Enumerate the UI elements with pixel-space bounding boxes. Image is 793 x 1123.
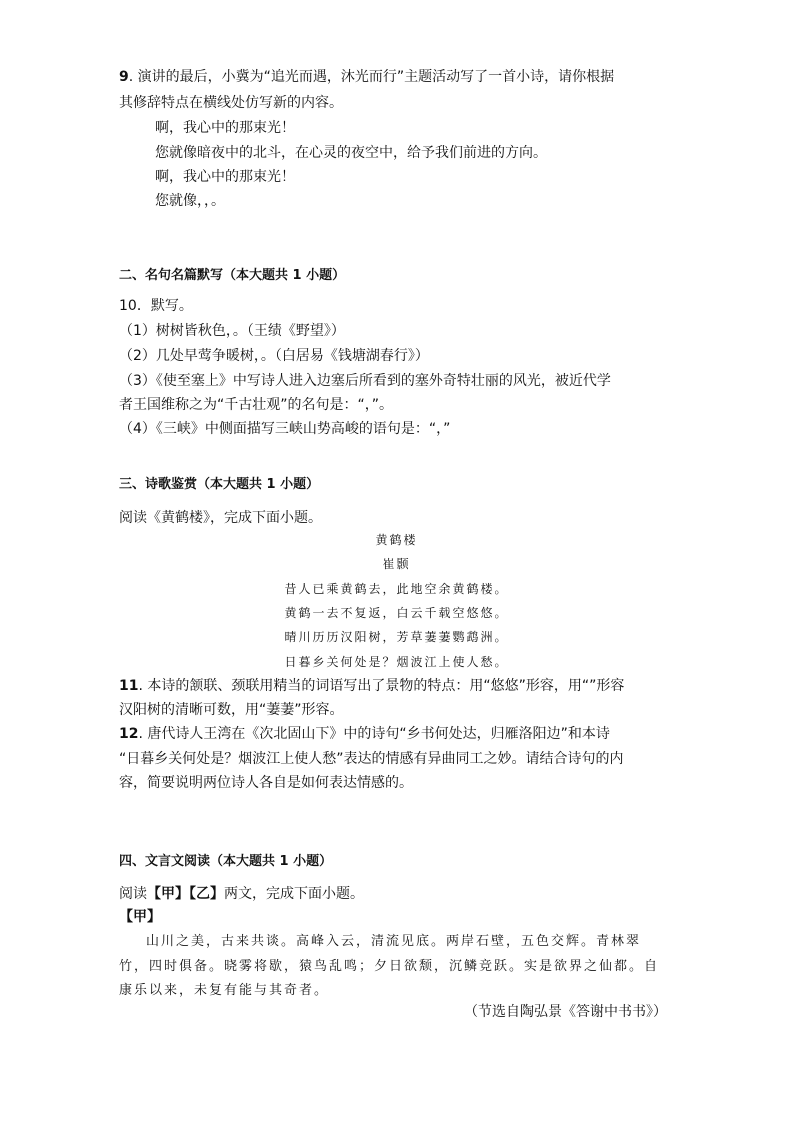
poem-line-3: 晴川历历汉阳树，芳草萋萋鹦鹉洲。 [284,630,509,644]
q9-poem-line-1: 啊，我心中的那束光！ [155,120,295,136]
poem-author: 崔颢 [382,557,411,571]
poem-line-2: 黄鹤一去不复返，白云千载空悠悠。 [284,606,509,620]
q10-item-3-line-1: （3）《使至塞上》中写诗人进入边塞后所看到的塞外奇特壮丽的风光，被近代学 [119,373,611,389]
q9-line-1: 9. 演讲的最后，小冀为“追光而遇，沐光而行”主题活动写了一首小诗，请你根据 [119,69,615,85]
q11-number: 11 [119,678,139,694]
classic-text-line-2: 竹，四时俱备。晓雾将歇，猿鸟乱鸣；夕日欲颓，沉鳞竞跃。实是欲界之仙都。自 [119,959,660,974]
text-source: （节选自陶弘景《答谢中书书》） [464,1004,667,1020]
poem-line-4: 日暮乡关何处是？烟波江上使人愁。 [284,655,509,669]
poem-title: 黄鹤楼 [375,533,418,547]
q10-item-2: （2）几处早莺争暖树，。（白居易《钱塘湖春行》） [119,348,429,364]
q11-line-1: 11. 本诗的颔联、颈联用精当的词语写出了景物的特点：用“悠悠”形容，用“”形容 [119,678,625,694]
section-2-heading: 二、名句名篇默写（本大题共 1 小题） [119,268,346,283]
section-4-heading: 四、文言文阅读（本大题共 1 小题） [119,854,333,869]
section-3-heading: 三、诗歌鉴赏（本大题共 1 小题） [119,477,320,492]
classic-text-line-3: 康乐以来，未复有能与其奇者。 [119,983,330,998]
q9-line-2: 其修辞特点在横线处仿写新的内容。 [119,95,343,111]
q12-line-2: “日暮乡关何处是？烟波江上使人愁”表达的情感有异曲同工之妙。请结合诗句的内 [119,751,624,767]
q10-item-4: （4）《三峡》中侧面描写三峡山势高峻的语句是：“，” [119,421,451,437]
section-4-intro: 阅读【甲】【乙】两文，完成下面小题。 [119,886,364,902]
text-jia-label: 【甲】 [119,909,161,925]
q10-item-3-line-2: 者王国维称之为“千古壮观”的名句是：“，”。 [119,397,394,413]
poem-line-1: 昔人已乘黄鹤去，此地空余黄鹤楼。 [284,582,509,596]
q11-line-2: 汉阳树的清晰可数，用“萋萋”形容。 [119,702,344,718]
q10-item-1: （1）树树皆秋色，。（王绩《野望》） [119,323,345,339]
classic-text-line-1: 山川之美，古来共谈。高峰入云，清流见底。两岸石壁，五色交辉。青林翠 [146,934,642,949]
q9-poem-line-4: 您就像，，。 [155,193,225,209]
q12-number: 12 [119,726,139,742]
q12-line-1: 12. 唐代诗人王湾在《次北固山下》中的诗句“乡书何处达，归雁洛阳边”和本诗 [119,726,610,742]
q9-poem-line-3: 啊，我心中的那束光！ [155,169,295,185]
q12-line-3: 容，简要说明两位诗人各自是如何表达情感的。 [119,775,413,791]
q9-number: 9 [119,69,129,85]
section-3-intro: 阅读《黄鹤楼》，完成下面小题。 [119,510,322,526]
q10-prompt: 10．默写。 [119,298,193,314]
q9-poem-line-2: 您就像暗夜中的北斗，在心灵的夜空中，给予我们前进的方向。 [155,145,547,161]
